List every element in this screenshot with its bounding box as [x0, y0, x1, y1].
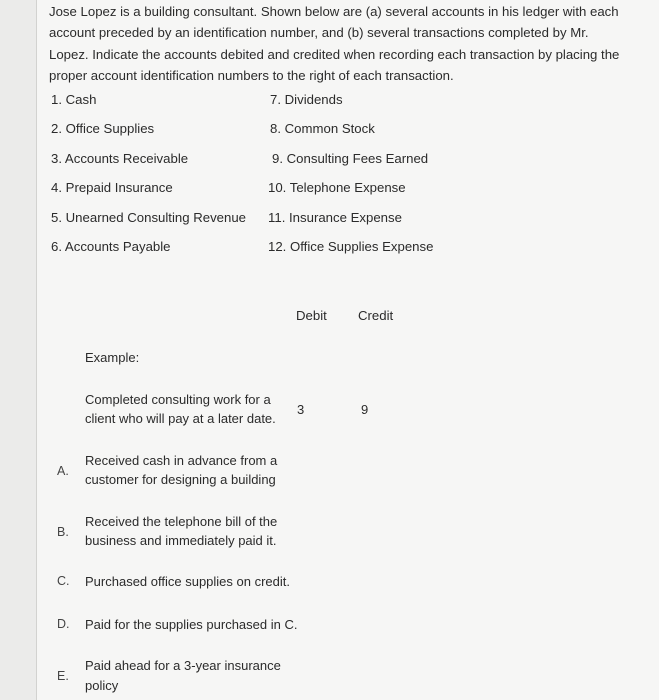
transaction-e-line-2: policy	[85, 678, 119, 693]
account-7: 7. Dividends	[270, 92, 343, 107]
transaction-e-line-1: Paid ahead for a 3-year insurance	[85, 658, 281, 673]
example-line-1: Completed consulting work for a	[85, 392, 271, 407]
transaction-b-line-2: business and immediately paid it.	[85, 533, 277, 548]
account-8: 8. Common Stock	[270, 121, 375, 136]
transaction-e-letter: E.	[57, 669, 69, 683]
account-2: 2. Office Supplies	[51, 121, 155, 136]
problem-instructions: Jose Lopez is a building consultant. Shown below are (a) several accounts in his ledger with each account preceded by an identification number, and (b) several transactions completed by Mr. Lopez. Indicate the accounts debited and credited when recording each transaction by placing the proper account identification numbers to the right of each transaction.	[49, 4, 620, 84]
transaction-b-letter: B.	[57, 525, 69, 539]
transaction-a-letter: A.	[57, 464, 69, 478]
credit-header: Credit	[358, 308, 394, 323]
example-credit: 9	[361, 402, 369, 417]
account-10: 10. Telephone Expense	[268, 180, 406, 195]
transaction-b-line-1: Received the telephone bill of the	[85, 514, 278, 529]
transaction-d-line-1: Paid for the supplies purchased in C.	[85, 617, 298, 632]
account-6: 6. Accounts Payable	[51, 239, 171, 254]
transaction-d-letter: D.	[57, 617, 70, 631]
account-4: 4. Prepaid Insurance	[51, 180, 173, 195]
transaction-c-line-1: Purchased office supplies on credit.	[85, 574, 290, 589]
debit-header: Debit	[296, 308, 327, 323]
account-11: 11. Insurance Expense	[268, 210, 402, 225]
account-1: 1. Cash	[51, 92, 97, 107]
transaction-a-line-2: customer for designing a building	[85, 472, 276, 487]
transaction-c-letter: C.	[57, 574, 70, 588]
account-5: 5. Unearned Consulting Revenue	[51, 210, 247, 225]
transaction-a-line-1: Received cash in advance from a	[85, 453, 278, 468]
account-9: 9. Consulting Fees Earned	[272, 151, 429, 166]
account-12: 12. Office Supplies Expense	[268, 239, 434, 254]
example-label: Example:	[85, 350, 140, 365]
example-line-2: client who will pay at a later date.	[85, 411, 276, 426]
example-debit: 3	[297, 402, 305, 417]
account-3: 3. Accounts Receivable	[51, 151, 189, 166]
